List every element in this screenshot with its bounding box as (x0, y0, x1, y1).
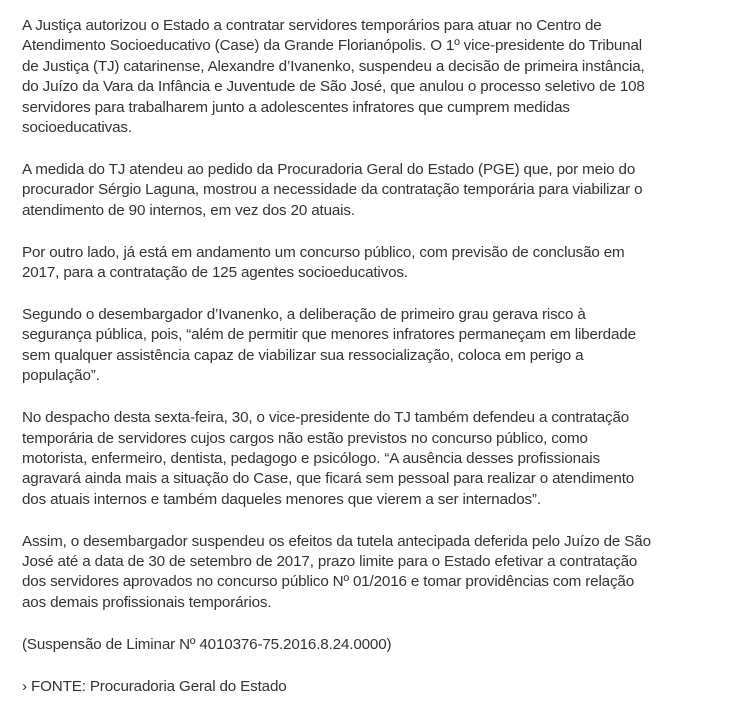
text-line: Por outro lado, já está em andamento um concurso público, com previsão de conclusão em (22, 243, 625, 261)
text-line: aos demais profissionais temporários. (22, 593, 272, 611)
text-line: Segundo o desembargador d’Ivanenko, a deliberação de primeiro grau gerava risco à (22, 305, 586, 323)
text-line: atendimento de 90 internos, em vez dos 20 atuais. (22, 201, 355, 219)
text-line: de Justiça (TJ) catarinense, Alexandre d’Ivanenko, suspendeu a decisão de primeira instância, (22, 57, 645, 75)
text-line: José até a data de 30 de setembro de 2017, prazo limite para o Estado efetivar a contratação (22, 553, 638, 571)
text-line: do Juízo da Vara da Infância e Juventude de São José, que anulou o processo seletivo de 108 (22, 78, 645, 96)
text-line: servidores para trabalharem junto a adolescentes infratores que cumprem medidas (22, 98, 570, 116)
text-line: procurador Sérgio Laguna, mostrou a necessidade da contratação temporária para viabilizar o (22, 181, 643, 199)
text-line: agravará ainda mais a situação do Case, que ficará sem pessoal para realizar o atendimento (22, 470, 635, 488)
text-line: temporária de servidores cujos cargos não estão previstos no concurso público, como (22, 429, 588, 447)
text-line: A medida do TJ atendeu ao pedido da Procuradoria Geral do Estado (PGE) que, por meio do (22, 160, 636, 178)
text-line: 2017, para a contratação de 125 agentes socioeducativos. (22, 264, 408, 282)
paragraph-pge-request (22, 160, 742, 221)
paragraph-suspension (22, 532, 742, 614)
paragraph-case-number (22, 635, 742, 655)
text-line: (Suspensão de Liminar Nº 4010376-75.2016.8.24.0000) (22, 635, 392, 653)
text-line: população”. (22, 367, 100, 385)
article-body (22, 16, 742, 719)
text-line: No despacho desta sexta-feira, 30, o vice-presidente do TJ também defendeu a contratação (22, 409, 630, 427)
source-link[interactable]: › FONTE: Procuradoria Geral do Estado (22, 677, 287, 695)
text-line: Assim, o desembargador suspendeu os efeitos da tutela antecipada deferida pelo Juízo de São (22, 532, 651, 550)
paragraph-public-exam (22, 243, 742, 284)
text-line: motorista, enfermeiro, dentista, pedagogo e psicólogo. “A ausência desses profissionais (22, 449, 600, 467)
text-line: dos servidores aprovados no concurso público Nº 01/2016 e tomar providências com relação (22, 573, 635, 591)
text-line: socioeducativas. (22, 119, 132, 137)
text-line: segurança pública, pois, “além de permitir que menores infratores permaneçam em liberdade (22, 326, 636, 344)
text-line: dos atuais internos e também daqueles menores que vierem a ser internados”. (22, 490, 541, 508)
text-line: A Justiça autorizou o Estado a contratar servidores temporários para atuar no Centro de (22, 17, 602, 34)
text-line: sem qualquer assistência capaz de viabilizar sua ressocialização, coloca em perigo a (22, 346, 584, 364)
text-line: Atendimento Socioeducativo (Case) da Grande Florianópolis. O 1º vice-presidente do Tribunal (22, 37, 642, 55)
paragraph-dispatch (22, 408, 742, 510)
source-credit (22, 677, 742, 697)
paragraph-judge-quote (22, 305, 742, 387)
paragraph-decision (22, 16, 742, 138)
